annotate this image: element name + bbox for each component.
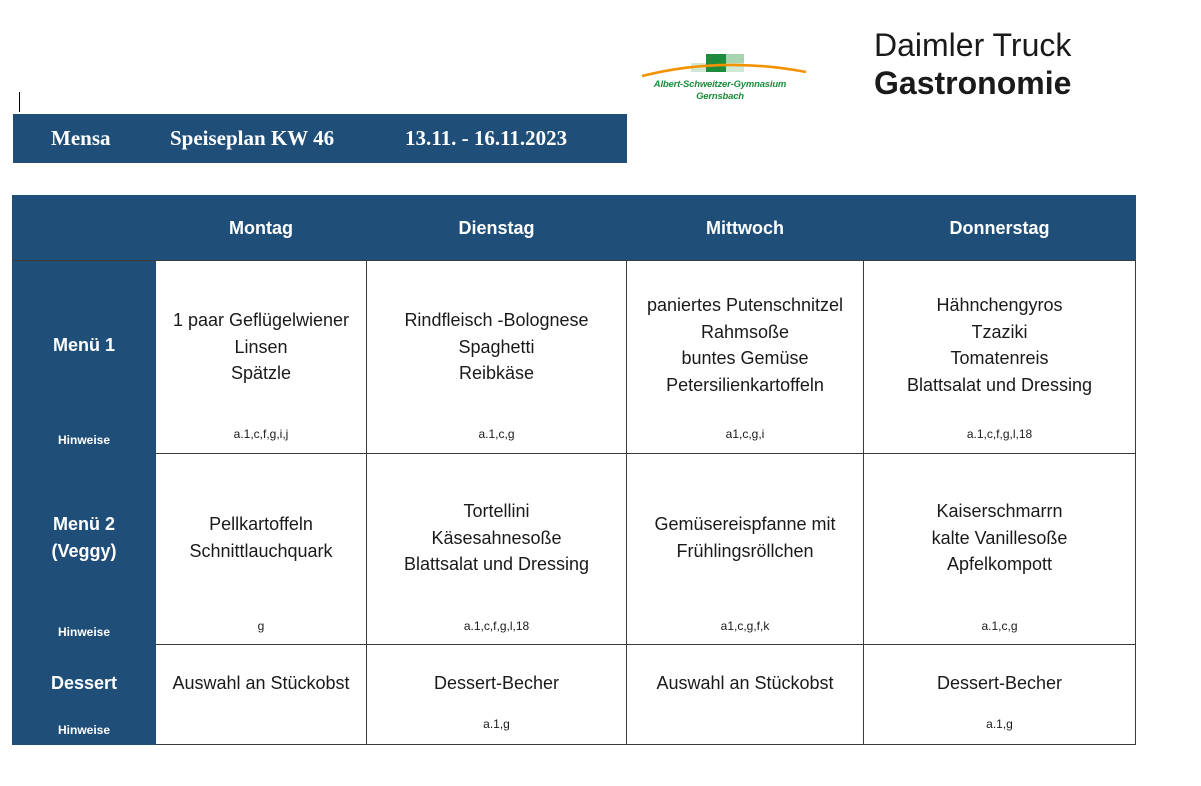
row-title (13, 332, 155, 359)
menu-row-dessert (13, 645, 1136, 745)
allergen-codes: a.1,c,f,g,l,18 (463, 619, 530, 633)
dish-line: Dessert-Becher (433, 673, 560, 693)
dish-line: Apfelkompott (946, 554, 1053, 574)
dish-line: Petersilienkartoffeln (666, 374, 824, 395)
row-title-line1: Menü 1 (52, 335, 115, 355)
row-title (13, 511, 155, 565)
dish-line: Auswahl an Stückobst (656, 673, 834, 693)
dish-text (627, 292, 863, 398)
allergen-codes: a.1,c,g (478, 427, 515, 441)
daimler-logo (874, 26, 1071, 102)
dish-text (367, 498, 626, 578)
day-header-thursday: Donnerstag (864, 196, 1136, 261)
notes-label: Hinweise (57, 433, 111, 447)
dish-line: Kaiserschmarrn (936, 501, 1063, 521)
allergen-codes: g (257, 619, 265, 633)
notes-label: Hinweise (57, 723, 111, 737)
brand-line1: Daimler Truck (874, 27, 1072, 63)
day-header-tuesday: Dienstag (367, 196, 627, 261)
date-range: 13.11. - 16.11.2023 (405, 126, 568, 150)
dish-line: Pellkartoffeln (209, 514, 313, 534)
dish-line: kalte Vanillesoße (931, 527, 1068, 548)
allergen-codes: a1,c,g,i (725, 427, 765, 441)
menu-cell (864, 645, 1136, 745)
corner-cell (13, 196, 156, 261)
row-header-dessert (13, 645, 156, 745)
menu-cell (156, 645, 367, 745)
menu-table (12, 195, 1136, 745)
dish-line: Rindfleisch -Bolognese (404, 310, 589, 330)
menu-cell (627, 645, 864, 745)
allergen-codes: a.1,g (483, 717, 510, 731)
allergen-codes: a.1,c,g (981, 619, 1018, 633)
menu-row-1 (13, 261, 1136, 454)
school-emblem-icon (636, 50, 811, 80)
dish-line: Linsen (234, 336, 288, 357)
row-title (13, 670, 155, 697)
menu-row-2 (13, 454, 1136, 645)
dish-line: Frühlingsröllchen (676, 540, 814, 561)
menu-cell (627, 454, 864, 645)
dish-text (156, 670, 366, 697)
dish-line: Spätzle (230, 363, 292, 383)
school-logo (636, 50, 811, 108)
allergen-codes: a.1,g (986, 717, 1013, 731)
dish-text (864, 498, 1135, 578)
mensa-label: Mensa (51, 126, 111, 150)
dish-line: paniertes Putenschnitzel (646, 295, 844, 315)
menu-cell (156, 454, 367, 645)
title-banner (13, 114, 627, 163)
menu-cell (627, 261, 864, 454)
row-title-line1: Dessert (50, 673, 118, 693)
dish-line: Tortellini (463, 501, 530, 521)
dish-text (627, 670, 863, 697)
dish-line: Tomatenreis (950, 348, 1049, 368)
dish-text (367, 670, 626, 697)
menu-cell (367, 454, 627, 645)
dish-line: Dessert-Becher (936, 673, 1063, 693)
dish-text (627, 511, 863, 564)
dish-line: 1 paar Geflügelwiener (172, 310, 350, 330)
dish-line: Blattsalat und Dressing (906, 374, 1093, 395)
day-header-row (13, 196, 1136, 261)
dish-line: Gemüsereispfanne mit (654, 514, 836, 534)
row-title-line2: (Veggy) (51, 541, 117, 561)
dish-line: Schnittlauchquark (189, 540, 333, 561)
menu-cell (367, 645, 627, 745)
dish-line: Käsesahnesoße (431, 527, 562, 548)
day-header-wednesday: Mittwoch (627, 196, 864, 261)
brand-line2: Gastronomie (874, 65, 1072, 101)
row-header-menu2 (13, 454, 156, 645)
dish-line: buntes Gemüse (681, 348, 809, 368)
notes-label: Hinweise (57, 625, 111, 639)
dish-text (156, 307, 366, 387)
dish-line: Hähnchengyros (936, 295, 1063, 315)
dish-line: Spaghetti (458, 336, 535, 357)
school-name (636, 79, 804, 103)
allergen-codes: a.1,c,f,g,i,j (233, 427, 289, 441)
dish-line: Auswahl an Stückobst (172, 673, 350, 693)
plan-title: Speiseplan KW 46 (170, 126, 335, 150)
menu-cell (864, 261, 1136, 454)
school-name-line2: Gernsbach (696, 91, 744, 102)
menu-cell (367, 261, 627, 454)
dish-text (156, 511, 366, 564)
allergen-codes: a.1,c,f,g,l,18 (966, 427, 1033, 441)
allergen-codes: a1,c,g,f,k (720, 619, 770, 633)
menu-cell (864, 454, 1136, 645)
dish-text (864, 292, 1135, 398)
dish-text (367, 307, 626, 387)
row-title-line1: Menü 2 (52, 514, 115, 534)
dish-line: Tzaziki (971, 321, 1028, 342)
dish-line: Blattsalat und Dressing (403, 554, 590, 574)
dish-line: Reibkäse (458, 363, 535, 383)
row-header-menu1 (13, 261, 156, 454)
dish-text (864, 670, 1135, 697)
dish-line: Rahmsoße (700, 321, 790, 342)
menu-cell (156, 261, 367, 454)
school-name-line1: Albert-Schweitzer-Gymnasium (653, 79, 787, 90)
day-header-monday: Montag (156, 196, 367, 261)
text-cursor (19, 92, 20, 112)
